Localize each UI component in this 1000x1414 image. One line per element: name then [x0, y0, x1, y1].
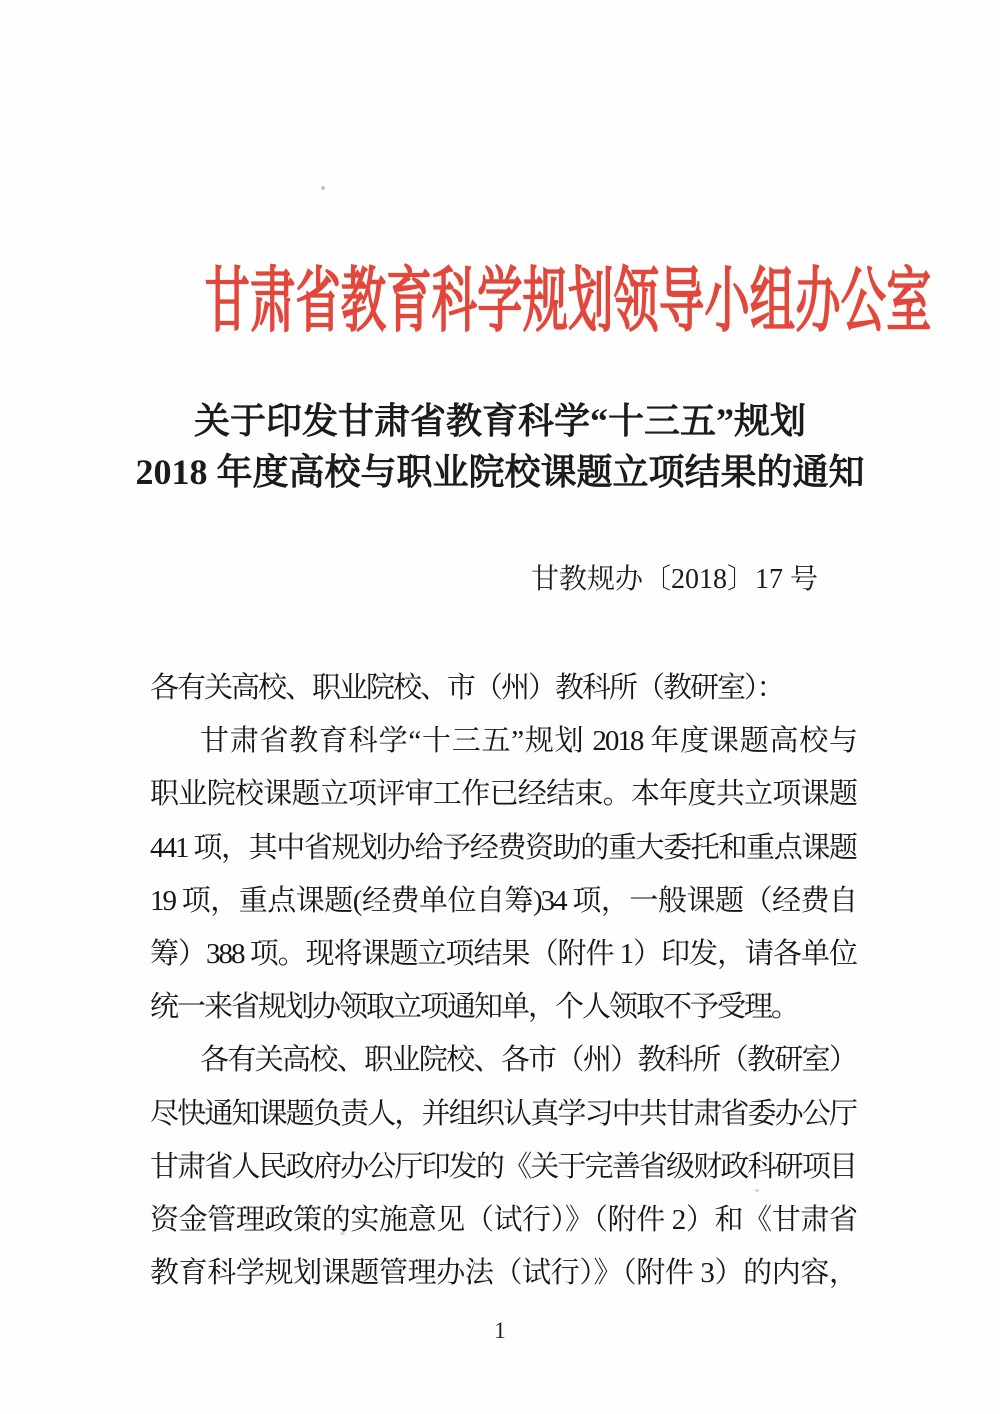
- body-line: 甘肃省教育科学“十三五”规划 2018 年度课题高校与: [200, 725, 856, 758]
- body-line: 各有关高校、职业院校、各市（州）教科所（教研室）: [200, 1044, 856, 1077]
- body-line: 资金管理政策的实施意见（试行）》（附件 2）和《甘肃省: [150, 1204, 856, 1237]
- body-line: 甘肃省人民政府办公厅印发的《关于完善省级财政科研项目: [150, 1150, 856, 1183]
- body-line: 统一来省规划办领取立项通知单，个人领取不予受理。: [150, 991, 799, 1024]
- issuer-letterhead-text: 甘肃省教育科学规划领导小组办公室: [204, 263, 932, 341]
- document-reference-number: 甘教规办〔2018〕17 号: [530, 564, 818, 595]
- document-title-line-2: 2018 年度高校与职业院校课题立项结果的通知: [135, 452, 865, 492]
- document-title-line-1: 关于印发甘肃省教育科学“十三五”规划: [193, 401, 806, 441]
- body-line: 441 项，其中省规划办给予经费资助的重大委托和重点课题: [150, 831, 856, 864]
- body-line: 尽快通知课题负责人，并组织认真学习中共甘肃省委办公厅: [150, 1097, 856, 1130]
- document-title: [0, 396, 1000, 498]
- body-line-salutation: 各有关高校、职业院校、市（州）教科所（教研室）：: [150, 672, 784, 704]
- body-line: 19 项，重点课题(经费单位自筹)34 项，一般课题（经费自: [150, 884, 856, 917]
- body-line: 筹）388 项。现将课题立项结果（附件 1）印发，请各单位: [150, 938, 856, 971]
- body-line: 教育科学规划课题管理办法（试行）》（附件 3）的内容，: [150, 1257, 856, 1290]
- body-line: 职业院校课题立项评审工作已经结束。本年度共立项课题: [150, 778, 856, 811]
- document-body: [150, 662, 856, 1300]
- issuer-letterhead: [0, 256, 1000, 367]
- page-number: 1: [494, 1318, 506, 1343]
- scan-speck: [321, 186, 325, 190]
